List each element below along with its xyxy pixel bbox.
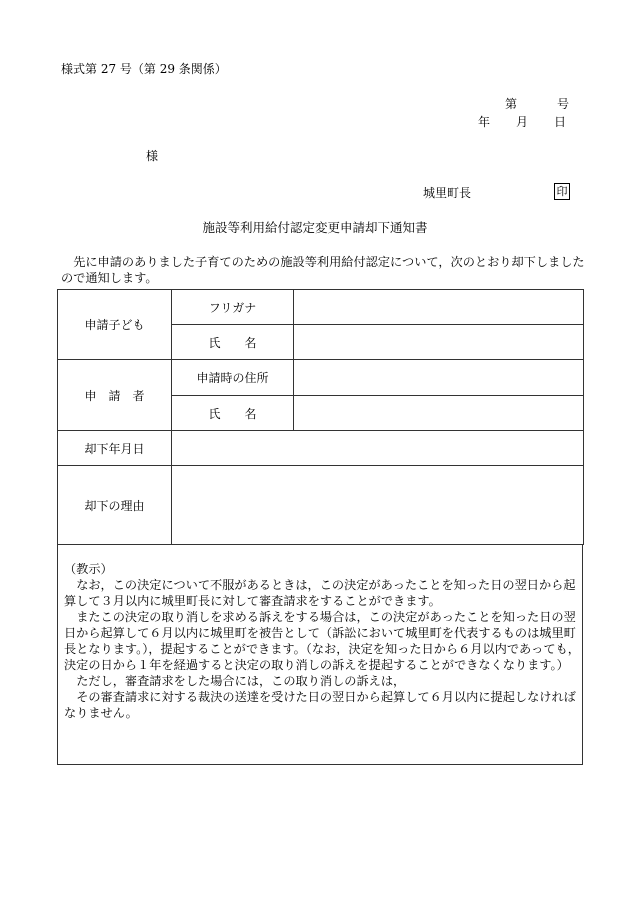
intro-text: 先に申請のありました子育てのための施設等利用給付認定について，次のとおり却下しましたので通知します。 bbox=[61, 255, 585, 285]
date-month: 月 bbox=[516, 115, 529, 129]
notice-paragraph: またこの決定の取り消しを求める訴えをする場合は，この決定があったことを知った日の翌日から起算して６月以内に城里町を被告として（訴訟において城里町を代表するものは城里町長となります。），提起することができます。（なお，決定を知った日から６月以内であっても，決定の日から１年を経過すると決定の取り消しの訴えを提起することができなくなります。） bbox=[64, 610, 580, 672]
furigana-label: フリガナ bbox=[172, 290, 294, 325]
applicant-label: 申 請 者 bbox=[58, 360, 172, 431]
applicant-name-value[interactable] bbox=[294, 396, 584, 431]
child-label: 申請子ども bbox=[58, 290, 172, 360]
recipient-suffix: 様 bbox=[146, 149, 159, 163]
doc-number-suffix: 号 bbox=[557, 97, 570, 111]
seal-mark: 印 bbox=[554, 183, 570, 200]
rejection-reason-label: 却下の理由 bbox=[58, 466, 172, 545]
rejection-date-label: 却下年月日 bbox=[58, 431, 172, 466]
address-value[interactable] bbox=[294, 360, 584, 396]
document-number bbox=[505, 98, 569, 110]
child-name-value[interactable] bbox=[294, 325, 584, 360]
notice-heading: （教示） bbox=[64, 562, 113, 576]
date-day: 日 bbox=[554, 115, 567, 129]
application-table bbox=[57, 289, 584, 545]
child-name-label: 氏 名 bbox=[172, 325, 294, 360]
rejection-date-value[interactable] bbox=[172, 431, 584, 466]
doc-number-prefix: 第 bbox=[505, 97, 518, 111]
notice-paragraph: ただし，審査請求をした場合には，この取り消しの訴えは， bbox=[76, 674, 406, 688]
notice-paragraph: なお，この決定について不服があるときは，この決定があったことを知った日の翌日から起算して３月以内に城里町長に対して審査請求をすることができます。 bbox=[64, 578, 576, 608]
form-number: 様式第 27 号（第 29 条関係） bbox=[61, 62, 227, 76]
sender-title: 城里町長 bbox=[423, 186, 472, 200]
date-year: 年 bbox=[478, 115, 491, 129]
notice-paragraph: その審査請求に対する裁決の送達を受けた日の翌日から起算して６月以内に提起しなければなりません。 bbox=[64, 690, 576, 720]
furigana-value[interactable] bbox=[294, 290, 584, 325]
notice-text bbox=[64, 561, 580, 721]
document-date bbox=[478, 116, 566, 128]
applicant-name-label: 氏 名 bbox=[172, 396, 294, 431]
document-title: 施設等利用給付認定変更申請却下通知書 bbox=[202, 220, 428, 235]
address-label: 申請時の住所 bbox=[172, 360, 294, 396]
rejection-reason-value[interactable] bbox=[172, 466, 584, 545]
